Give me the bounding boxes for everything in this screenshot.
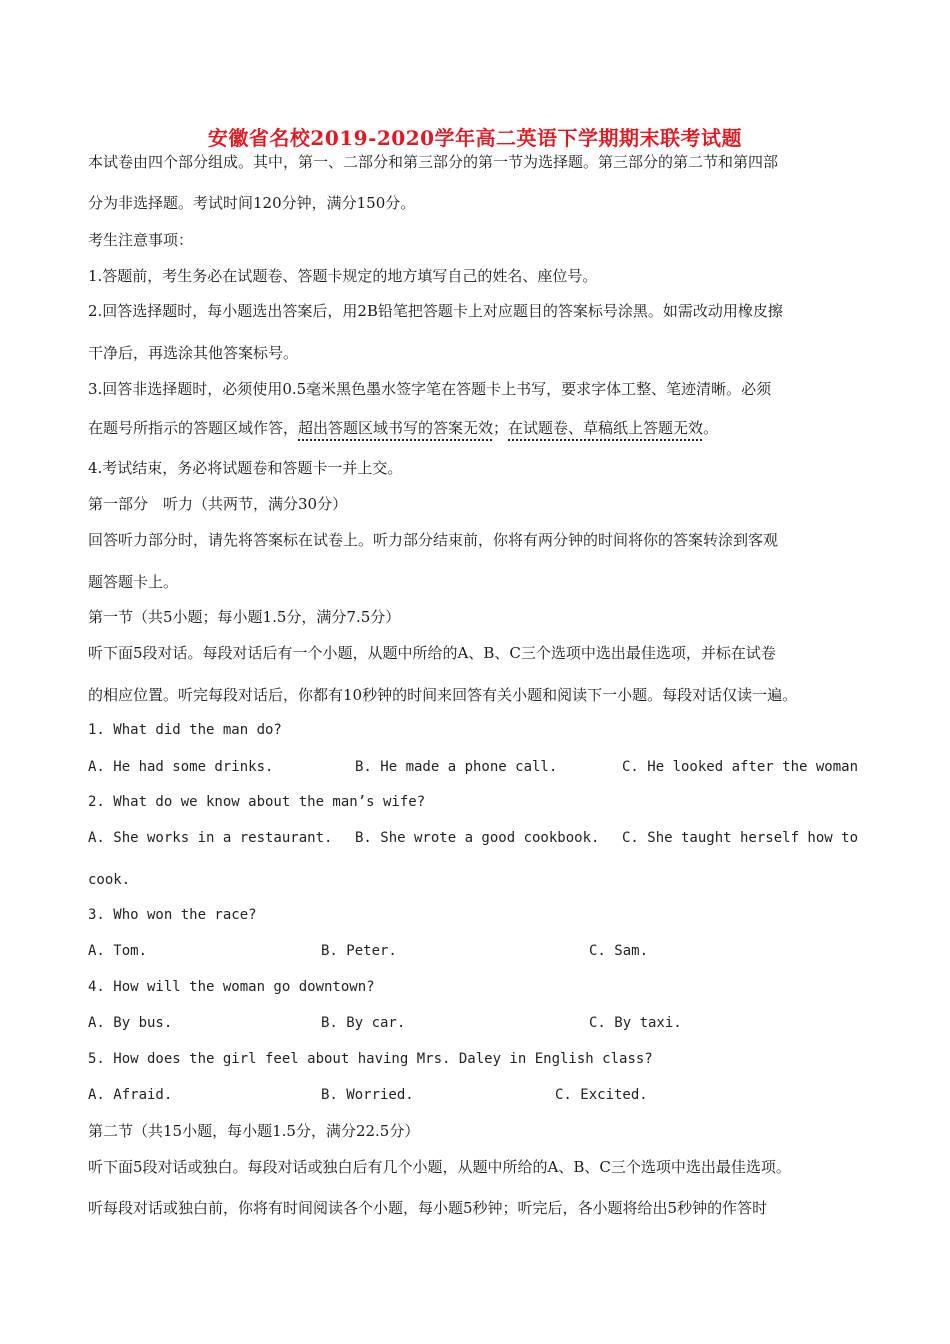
q3-option-b: B. Peter. (321, 943, 397, 959)
section2-desc-line-1: 听下面5段对话或独白。每段对话或独白后有几个小题，从题中所给的A、B、C三个选项中选出最佳选项。 (88, 1158, 791, 1176)
note-4: 4.考试结束，务必将试题卷和答题卡一并上交。 (88, 459, 403, 477)
note-3-line-1: 3.回答非选择题时，必须使用0.5毫米黑色墨水签字笔在答题卡上书写，要求字体工整、笔迹清晰。必须 (88, 380, 772, 398)
q3-option-c: C. Sam. (589, 943, 649, 959)
q3-option-a: A. Tom. (88, 943, 148, 959)
note-3-line-2 (88, 418, 718, 438)
note-3-emphasis-2: 在试题卷、草稿纸上答题无效 (508, 419, 704, 437)
q1-option-a: A. He had some drinks. (88, 759, 274, 775)
q4-option-c: C. By taxi. (589, 1015, 682, 1031)
question-4: 4. How will the woman go downtown? (88, 979, 375, 995)
q5-option-a: A. Afraid. (88, 1087, 173, 1103)
question-5: 5. How does the girl feel about having Mrs. Daley in English class? (88, 1051, 653, 1067)
question-1: 1. What did the man do? (88, 722, 282, 738)
q5-option-c: C. Excited. (555, 1087, 648, 1103)
question-3: 3. Who won the race? (88, 907, 257, 923)
section1-desc-line-1: 听下面5段对话。每段对话后有一个小题，从题中所给的A、B、C三个选项中选出最佳选项，并标在试卷 (88, 644, 776, 662)
q1-option-b: B. He made a phone call. (355, 759, 558, 775)
q2-option-c-continued: cook. (88, 872, 131, 888)
section1-desc-line-2: 的相应位置。听完每段对话后，你都有10秒钟的时间来回答有关小题和阅读下一小题。每段对话仅读一遍。 (88, 686, 798, 704)
note-2-line-2: 干净后，再选涂其他答案标号。 (88, 344, 299, 362)
q4-option-a: A. By bus. (88, 1015, 173, 1031)
q2-option-c: C. She taught herself how to (622, 830, 859, 846)
note-1: 1.答题前，考生务必在试题卷、答题卡规定的地方填写自己的姓名、座位号。 (88, 267, 598, 285)
notes-heading: 考生注意事项： (88, 231, 194, 249)
section2-heading: 第二节（共15小题，每小题1.5分，满分22.5分） (88, 1122, 420, 1140)
q5-option-b: B. Worried. (321, 1087, 414, 1103)
q2-option-a: A. She works in a restaurant. (88, 830, 333, 846)
part1-heading: 第一部分 听力（共两节，满分30分） (88, 495, 348, 513)
part1-desc-line-1: 回答听力部分时，请先将答案标在试卷上。听力部分结束前，你将有两分钟的时间将你的答案转涂到客观 (88, 531, 779, 549)
document-title: 安徽省名校2019-2020学年高二英语下学期期末联考试题 (207, 126, 743, 150)
section2-desc-line-2: 听每段对话或独白前，你将有时间阅读各个小题，每小题5秒钟；听完后，各小题将给出5秒钟的作答时 (88, 1199, 768, 1217)
intro-line-1: 本试卷由四个部分组成。其中，第一、二部分和第三部分的第一节为选择题。第三部分的第二节和第四部 (88, 153, 779, 171)
part1-desc-line-2: 题答题卡上。 (88, 573, 179, 591)
q1-option-c: C. He looked after the woman (622, 759, 859, 775)
note-3-text-a: 在题号所指示的答题区域作答， (88, 419, 299, 437)
note-3-text-e: 。 (703, 419, 719, 437)
intro-line-2: 分为非选择题。考试时间120分钟，满分150分。 (88, 194, 416, 212)
q4-option-b: B. By car. (321, 1015, 406, 1031)
section1-heading: 第一节（共5小题；每小题1.5分，满分7.5分） (88, 608, 401, 626)
note-3-emphasis-1: 超出答题区域书写的答案无效 (298, 419, 494, 437)
q2-option-b: B. She wrote a good cookbook. (355, 830, 600, 846)
note-2-line-1: 2.回答选择题时，每小题选出答案后，用2B铅笔把答题卡上对应题目的答案标号涂黑。如需改动用橡皮擦 (88, 302, 783, 320)
question-2: 2. What do we know about the man’s wife? (88, 794, 426, 810)
note-3-text-c: ； (493, 419, 509, 437)
